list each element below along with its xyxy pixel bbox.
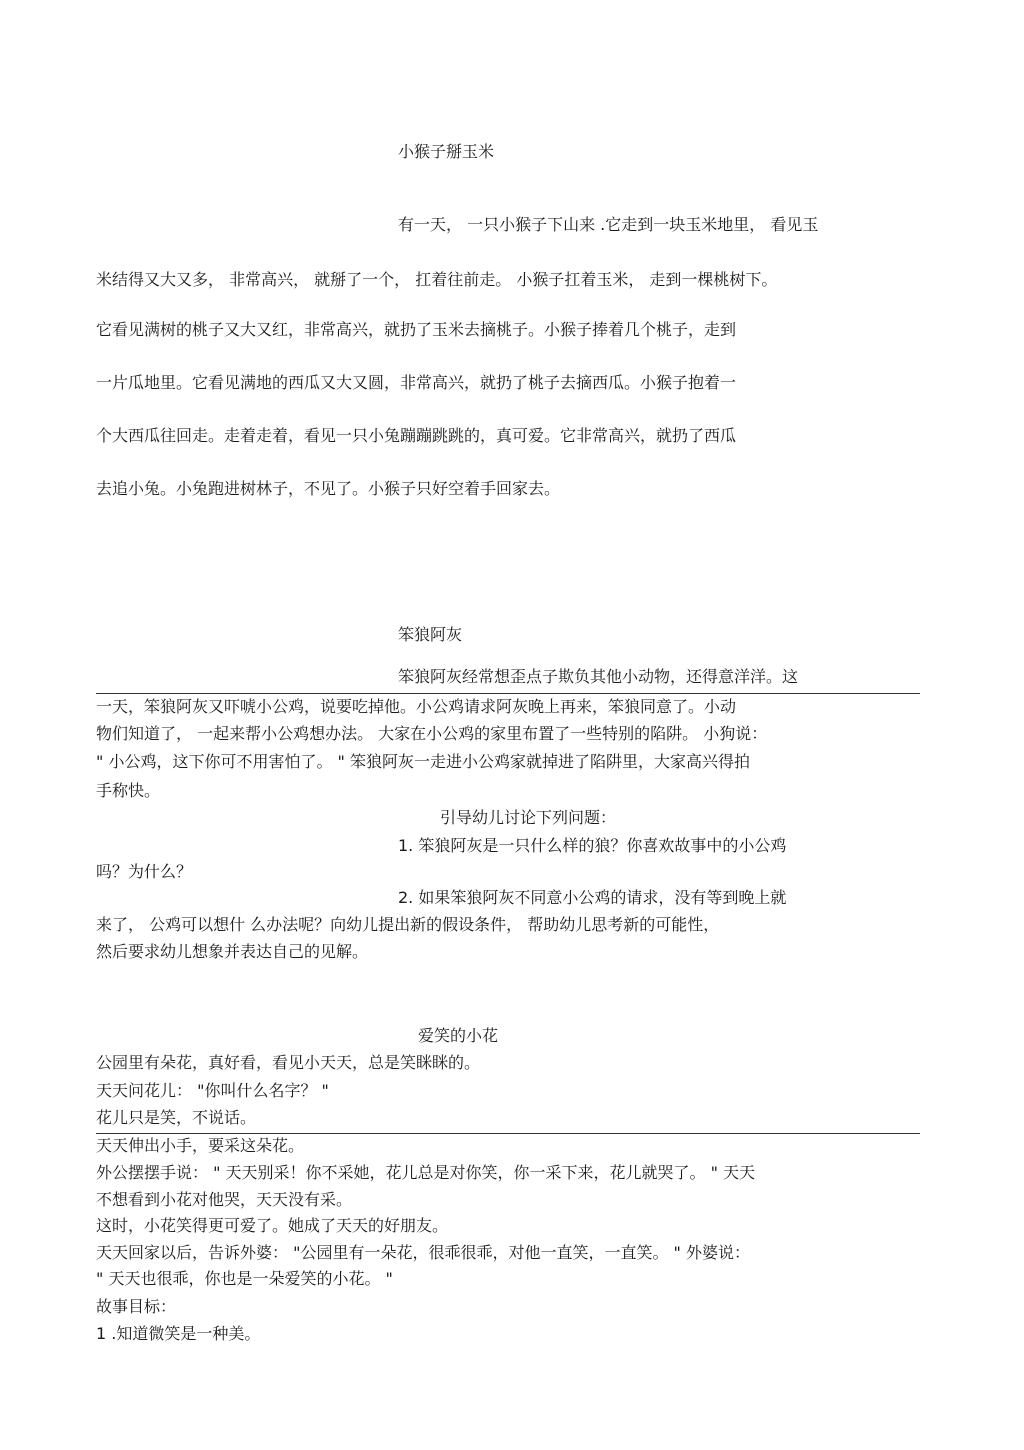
story2-line: 笨狼阿灰经常想歪点子欺负其他小动物，还得意洋洋。这 [398,667,799,686]
question-2-cont: 来了， 公鸡可以想什 么办法呢？向幼儿提出新的假设条件， 帮助幼儿思考新的可能性， [96,915,720,934]
story1-line: 它看见满树的桃子又大又红，非常高兴，就扔了玉米去摘桃子。小猴子捧着几个桃子，走到 [96,320,737,339]
discussion-heading: 引导幼儿讨论下列问题： [440,808,617,827]
story3-line: 天天回家以后，告诉外婆： "公园里有一朵花，很乖很乖，对他一直笑，一直笑。 " 外婆说： [96,1243,750,1262]
story3-line: 外公摆摆手说： " 天天别采！你不采她，花儿总是对你笑，你一采下来，花儿就哭了。 " 天天 [96,1163,756,1182]
story1-line: 个大西瓜往回走。走着走着，看见一只小兔蹦蹦跳跳的，真可爱。它非常高兴，就扔了西瓜 [96,426,737,445]
question-2-cont: 然后要求幼儿想象并表达自己的见解。 [96,942,369,961]
divider-line [96,1133,920,1134]
story1-line: 有一天， 一只小猴子下山来 .它走到一块玉米地里， 看见玉 [398,215,819,234]
story2-line: 一天，笨狼阿灰又吓唬小公鸡，说要吃掉他。小公鸡请求阿灰晚上再来，笨狼同意了。小动 [96,697,737,716]
story3-line: 这时，小花笑得更可爱了。她成了天天的好朋友。 [96,1216,449,1235]
story1-line: 去追小兔。小兔跑进树林子，不见了。小猴子只好空着手回家去。 [96,479,561,498]
story1-title: 小猴子掰玉米 [398,142,495,161]
story3-line: 花儿只是笑，不说话。 [96,1108,257,1127]
story1-line: 米结得又大又多， 非常高兴， 就掰了一个， 扛着往前走。 小猴子扛着玉米， 走到一棵桃树下。 [96,270,778,289]
story3-line: 不想看到小花对他哭，天天没有采。 [96,1190,353,1209]
question-1: 1. 笨狼阿灰是一只什么样的狼？你喜欢故事中的小公鸡 [398,836,787,855]
story2-title: 笨狼阿灰 [398,625,463,644]
story3-line: 天天问花儿： "你叫什么名字？ " [96,1081,329,1100]
story2-line: 手称快。 [96,781,161,800]
story3-line: " 天天也很乖，你也是一朵爱笑的小花。 " [96,1269,393,1288]
story3-line: 天天伸出小手，要采这朵花。 [96,1136,305,1155]
goal-heading: 故事目标： [96,1297,177,1316]
divider-line [96,693,920,694]
goal-item: 1 .知道微笑是一种美。 [96,1324,261,1343]
story2-line: " 小公鸡，这下你可不用害怕了。 " 笨狼阿灰一走进小公鸡家就掉进了陷阱里，大家高兴得拍 [96,752,750,771]
story3-line: 公园里有朵花，真好看，看见小天天，总是笑眯眯的。 [96,1053,481,1072]
story1-line: 一片瓜地里。它看见满地的西瓜又大又圆，非常高兴，就扔了桃子去摘西瓜。小猴子抱着一 [96,373,737,392]
question-2: 2. 如果笨狼阿灰不同意小公鸡的请求，没有等到晚上就 [398,888,787,907]
story2-line: 物们知道了， 一起来帮小公鸡想办法。 大家在小公鸡的家里布置了一些特别的陷阱。 小狗说： [96,724,768,743]
question-1-cont: 吗？为什么？ [96,862,193,881]
story3-title: 爱笑的小花 [418,1026,499,1045]
